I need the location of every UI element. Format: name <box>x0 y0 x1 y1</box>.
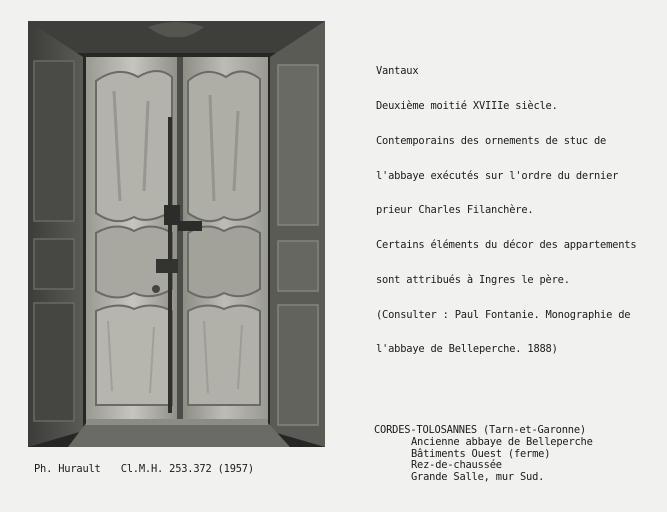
caption-line: sont attribués à Ingres le père. <box>376 273 570 286</box>
photo-credit <box>34 463 268 475</box>
caption-line: Certains éléments du décor des appartements <box>376 239 637 252</box>
photographer-name: Ph. Hurault <box>34 463 101 475</box>
caption-text <box>376 43 661 379</box>
caption-line: (Consulter : Paul Fontanie. Monographie de <box>376 308 631 321</box>
door-photograph <box>28 21 325 447</box>
caption-line: l'abbaye exécutés sur l'ordre du dernier <box>376 169 619 182</box>
location-line: Ancienne abbaye de Belleperche <box>411 435 593 448</box>
archive-reference: Cl.M.H. 253.372 (1957) <box>120 463 254 475</box>
location-heading: CORDES-TOLOSANNES (Tarn-et-Garonne) <box>374 424 586 436</box>
location-block <box>374 425 664 484</box>
caption-line: prieur Charles Filanchère. <box>376 204 534 217</box>
caption-line: Vantaux <box>376 65 419 78</box>
caption-line: l'abbaye de Belleperche. 1888) <box>376 343 558 356</box>
caption-line: Deuxième moitié XVIIIe siècle. <box>376 99 558 112</box>
location-line: Grande Salle, mur Sud. <box>411 471 545 484</box>
location-line: Rez-de-chaussée <box>411 459 502 472</box>
caption-line: Contemporains des ornements de stuc de <box>376 134 607 147</box>
location-line: Bâtiments Ouest (ferme) <box>411 447 551 460</box>
